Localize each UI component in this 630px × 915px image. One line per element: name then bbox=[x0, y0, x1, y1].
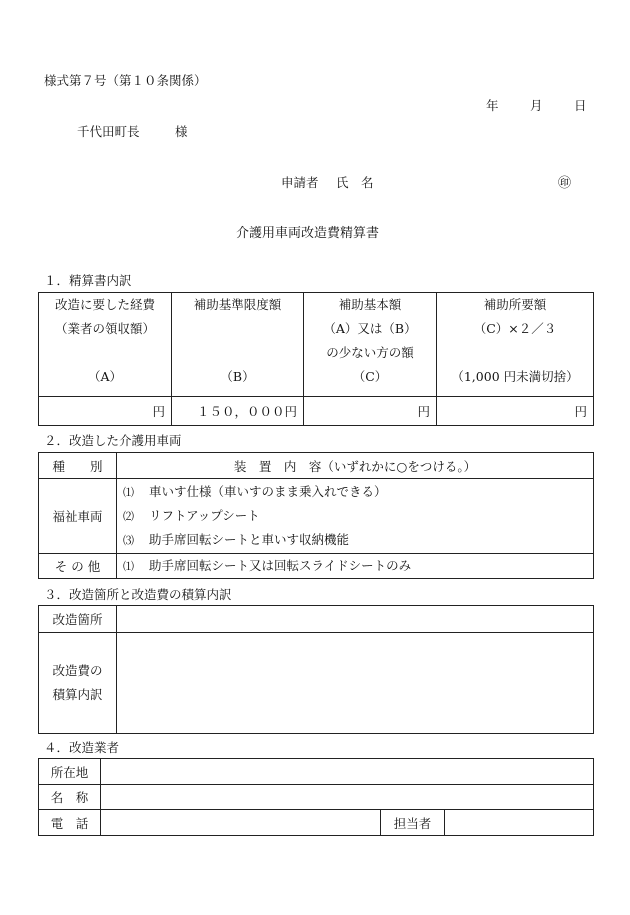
phone-field[interactable] bbox=[101, 810, 381, 836]
col-cost-header: 改造に要した経費 （業者の領収額） （A） bbox=[39, 293, 172, 397]
welfare-item[interactable]: ⑵ リフトアップシート bbox=[123, 508, 260, 523]
section4-heading: ４．改造業者 bbox=[44, 740, 120, 755]
location-field[interactable] bbox=[117, 606, 594, 633]
addressee: 千代田町長 bbox=[77, 124, 140, 139]
date-month-label: 月 bbox=[530, 98, 543, 113]
name-field[interactable] bbox=[101, 785, 594, 810]
applicant-name-label: 氏 名 bbox=[336, 175, 374, 190]
welfare-item[interactable]: ⑴ 車いす仕様（車いすのまま乗入れできる） bbox=[123, 484, 387, 499]
limit-value: １５０，０００円 bbox=[172, 397, 304, 426]
welfare-vehicle-label: 福祉車両 bbox=[39, 479, 117, 554]
section3-heading: ３．改造箇所と改造費の積算内訳 bbox=[44, 587, 232, 602]
date-day-label: 日 bbox=[574, 98, 587, 113]
date-year-label: 年 bbox=[486, 98, 499, 113]
other-label: そ の 他 bbox=[39, 554, 117, 579]
breakdown-table bbox=[38, 292, 594, 426]
col-type-header: 種 別 bbox=[39, 453, 117, 479]
seal-mark: ㊞ bbox=[558, 176, 572, 191]
document-title: 介護用車両改造費精算書 bbox=[236, 226, 380, 241]
required-value: 円 bbox=[437, 397, 594, 426]
base-value: 円 bbox=[304, 397, 437, 426]
applicant-label: 申請者 bbox=[281, 175, 319, 190]
cost-breakdown-field[interactable] bbox=[117, 633, 594, 734]
vehicle-table bbox=[38, 452, 594, 579]
col-required-header: 補助所要額 （C）×２／３ （1,000 円未満切捨） bbox=[437, 293, 594, 397]
name-label: 名 称 bbox=[39, 785, 101, 810]
welfare-items bbox=[117, 479, 594, 554]
address-field[interactable] bbox=[101, 759, 594, 785]
location-label: 改造箇所 bbox=[39, 606, 117, 633]
honorific: 様 bbox=[175, 124, 188, 139]
cost-value: 円 bbox=[39, 397, 172, 426]
contractor-table bbox=[38, 758, 594, 836]
cost-breakdown-label: 改造費の 積算内訳 bbox=[39, 633, 117, 734]
welfare-item[interactable]: ⑶ 助手席回転シートと車いす収納機能 bbox=[123, 532, 350, 547]
col-limit-header: 補助基準限度額 （B） bbox=[172, 293, 304, 397]
modification-table bbox=[38, 605, 594, 734]
contact-label: 担当者 bbox=[381, 810, 445, 836]
other-item[interactable]: ⑴ 助手席回転シート又は回転スライドシートのみ bbox=[117, 554, 594, 579]
phone-label: 電 話 bbox=[39, 810, 101, 836]
col-base-header: 補助基本額 （A）又は（B） の少ない方の額 （C） bbox=[304, 293, 437, 397]
contact-field[interactable] bbox=[445, 810, 594, 836]
section1-heading: １．精算書内訳 bbox=[44, 273, 132, 288]
address-label: 所在地 bbox=[39, 759, 101, 785]
form-number: 様式第７号（第１０条関係） bbox=[44, 73, 207, 88]
section2-heading: ２．改造した介護用車両 bbox=[44, 433, 182, 448]
col-content-header: 装 置 内 容（いずれかに○をつける。） bbox=[117, 453, 594, 479]
